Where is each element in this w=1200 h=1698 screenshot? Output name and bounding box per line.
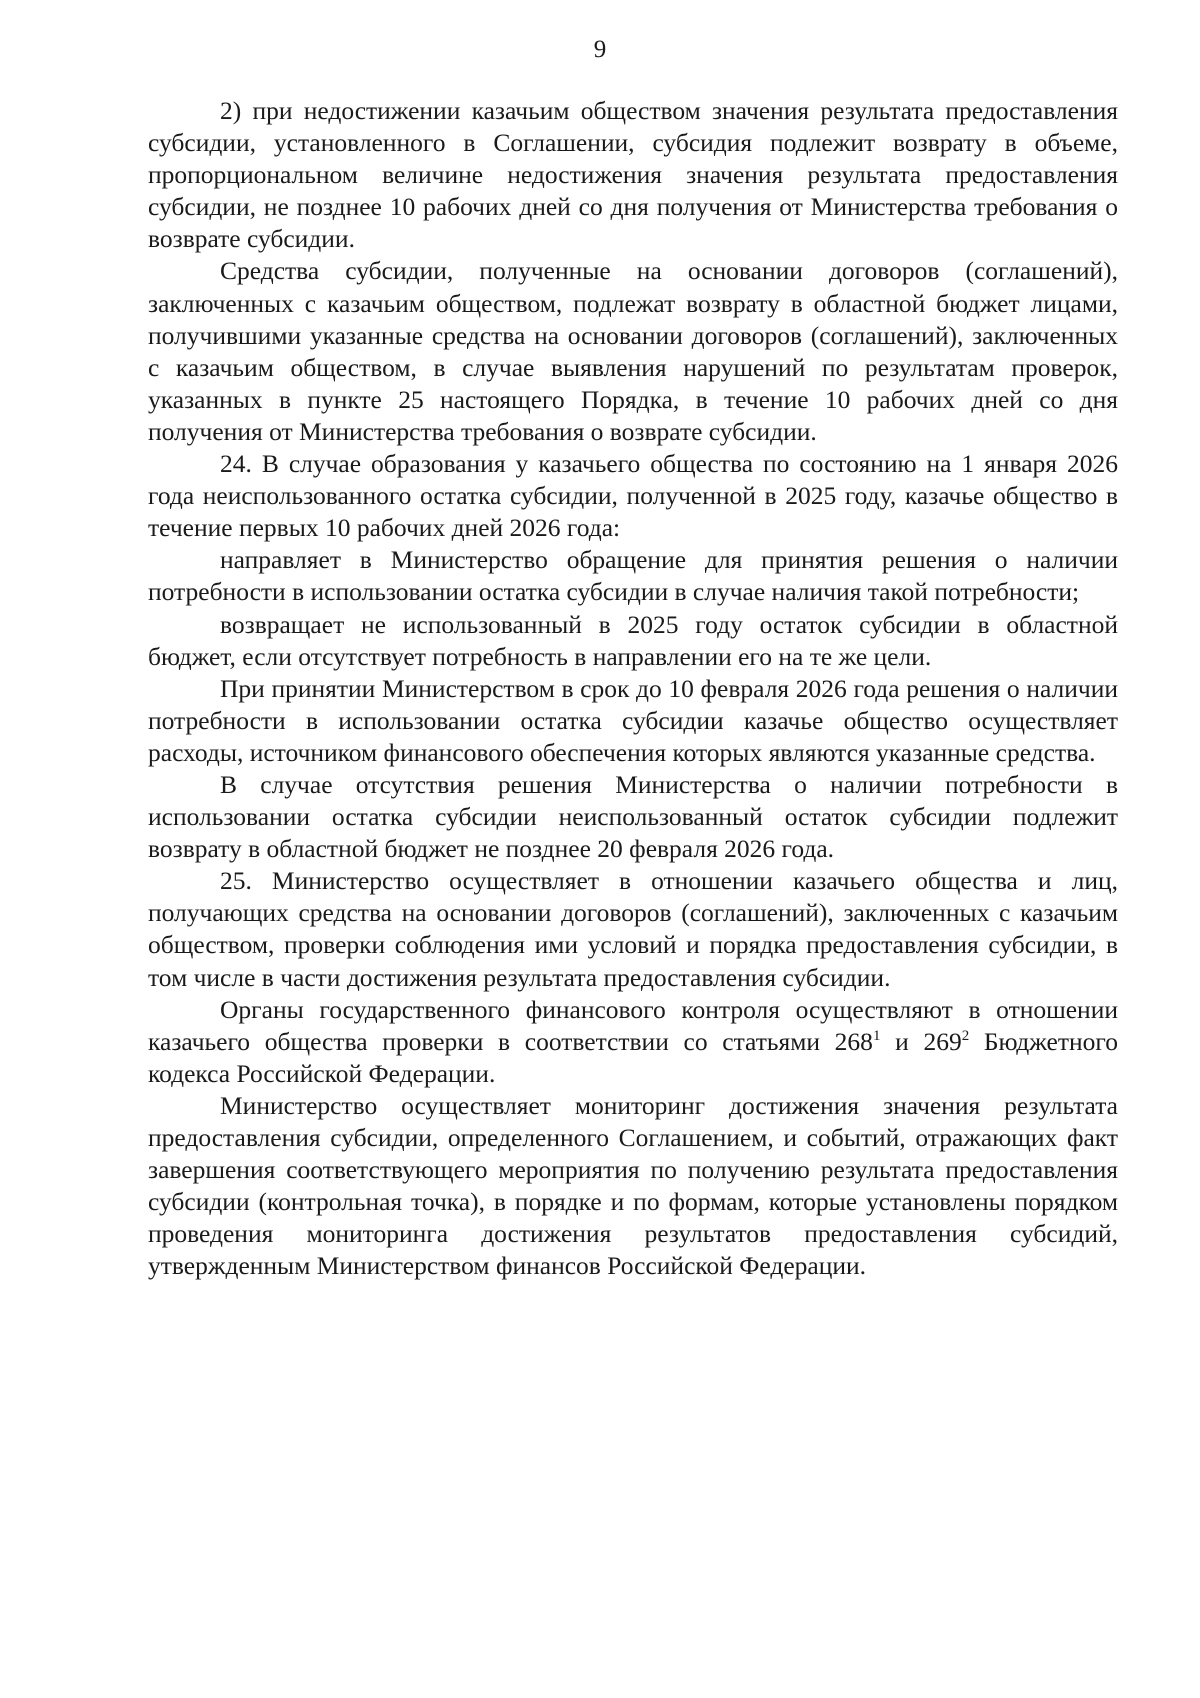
superscript-2: 2 xyxy=(961,1027,970,1044)
paragraph-ministry-decision: При принятии Министерством в срок до 10 февраля 2026 года решения о наличии потребности в использовании остатка субсидии казачье общество осуществляет расходы, источником финансового обеспечения которых являются указанные средства. xyxy=(148,673,1118,767)
paragraph-financial-control xyxy=(148,994,1118,1090)
paragraph-clause-24: 24. В случае образования у казачьего общества по состоянию на 1 января 2026 года неиспользованного остатка субсидии, полученной в 2025 году, казачье общество в течение первых 10 рабочих дней 2026 года: xyxy=(148,449,1118,543)
financial-control-text-1: Органы государственного финансового контроля осуществляют в отношении казачьего общества проверки в соответствии со статьями 268 xyxy=(148,994,1118,1056)
financial-control-text-3: Бюджетного кодекса Российской Федерации. xyxy=(148,1026,1118,1088)
paragraph-refund-contract-funds: Средства субсидии, полученные на основании договоров (соглашений), заключенных с казачьим обществом, подлежат возврату в областной бюджет лицами, получившими указанные средства на основании договоров (соглашений), заключенных с казачьим обществом, в случае выявления нарушений по результатам проверок, указанных в пункте 25 настоящего Порядка, в течение 10 рабочих дней со дня получения от Министерства требования о возврате субсидии. xyxy=(148,256,1118,446)
paragraph-no-decision: В случае отсутствия решения Министерства о наличии потребности в использовании остатка субсидии неиспользованный остаток субсидии подлежит возврату в областной бюджет не позднее 20 февраля 2026 года. xyxy=(148,769,1118,864)
paragraph-clause-24-return: возвращает не использованный в 2025 году остаток субсидии в областной бюджет, если отсутствует потребность в направлении его на те же цели. xyxy=(148,609,1118,671)
paragraph-clause-24-request: направляет в Министерство обращение для принятия решения о наличии потребности в использовании остатка субсидии в случае наличия такой потребности; xyxy=(148,545,1118,607)
paragraph-refund-underachievement: 2) при недостижении казачьим обществом значения результата предоставления субсидии, установленного в Соглашении, субсидия подлежит возврату в объеме, пропорциональном величине недостижения значения результата предоставления субсидии, не позднее 10 рабочих дней со дня получения от Министерства требования о возврате субсидии. xyxy=(148,96,1118,254)
paragraph-monitoring: Министерство осуществляет мониторинг достижения значения результата предоставления субсидии, определенного Соглашением, и событий, отражающих факт завершения соответствующего мероприятия по получению результата предоставления субсидии (контрольная точка), в порядке и по формам, которые установлены порядком проведения мониторинга достижения результатов предоставления субсидий, утвержденным Министерством финансов Российской Федерации. xyxy=(148,1090,1118,1281)
paragraph-clause-25: 25. Министерство осуществляет в отношении казачьего общества и лиц, получающих средства на основании договоров (соглашений), заключенных с казачьим обществом, проверки соблюдения ими условий и порядка предоставления субсидии, в том числе в части достижения результата предоставления субсидии. xyxy=(148,866,1118,992)
document-body xyxy=(148,95,1118,1282)
financial-control-text-2: и 269 xyxy=(880,1026,962,1056)
page-number: 9 xyxy=(593,36,607,63)
superscript-1: 1 xyxy=(872,1027,881,1044)
